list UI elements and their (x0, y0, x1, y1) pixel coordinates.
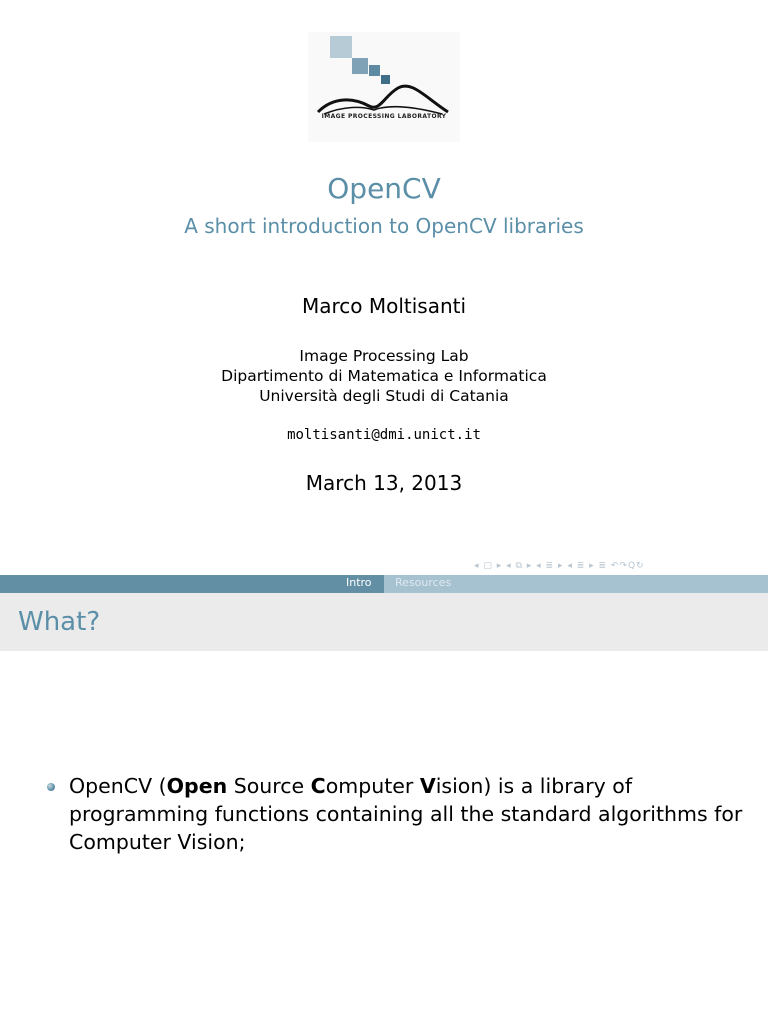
author-email: moltisanti@dmi.unict.it (287, 427, 481, 443)
bullet-text-pre: OpenCV ( (69, 774, 167, 798)
presentation-date: March 13, 2013 (305, 471, 463, 495)
section-link-intro[interactable]: Intro (346, 576, 372, 589)
logo-square-2 (352, 58, 368, 74)
frame-title-bar (0, 593, 768, 651)
bullet-icon (47, 783, 55, 791)
frame-title: What? (18, 607, 101, 637)
bullet-bold-open: Open (166, 774, 228, 798)
bullet-text-2: omputer (325, 774, 420, 798)
bullet-bold-c: C (310, 774, 326, 798)
institute-line-1: Image Processing Lab (299, 347, 469, 365)
bullet-bold-v: V (419, 774, 436, 798)
presentation-subtitle: A short introduction to OpenCV libraries (184, 214, 584, 238)
section-link-resources[interactable]: Resources (395, 576, 452, 589)
institute-line-3: Università degli Studi di Catania (259, 387, 509, 405)
institute-line-2: Dipartimento di Matematica e Informatica (221, 367, 547, 385)
logo-text: IMAGE PROCESSING LABORATORY (321, 113, 447, 120)
image-processing-lab-logo (308, 32, 460, 142)
navigation-symbols[interactable]: ◂ ▢ ▸ ◂ ⧉ ▸ ◂ ≣ ▸ ◂ ≣ ▸ ≣ ↶↷Q↻ (474, 561, 645, 571)
section-bar-active-half (0, 575, 384, 593)
section-navigation-bar (0, 575, 768, 593)
bullet-item (69, 772, 759, 856)
logo-mountain-icon (314, 76, 454, 116)
logo-square-3 (369, 65, 380, 76)
bullet-text-3: ision) is a library of programming functions containing all the standard algorithms for Computer Vision; (69, 774, 743, 854)
author-name: Marco Moltisanti (301, 294, 467, 318)
bullet-text-1: Source (227, 774, 311, 798)
presentation-title: OpenCV (327, 172, 441, 205)
logo-square-1 (330, 36, 352, 58)
